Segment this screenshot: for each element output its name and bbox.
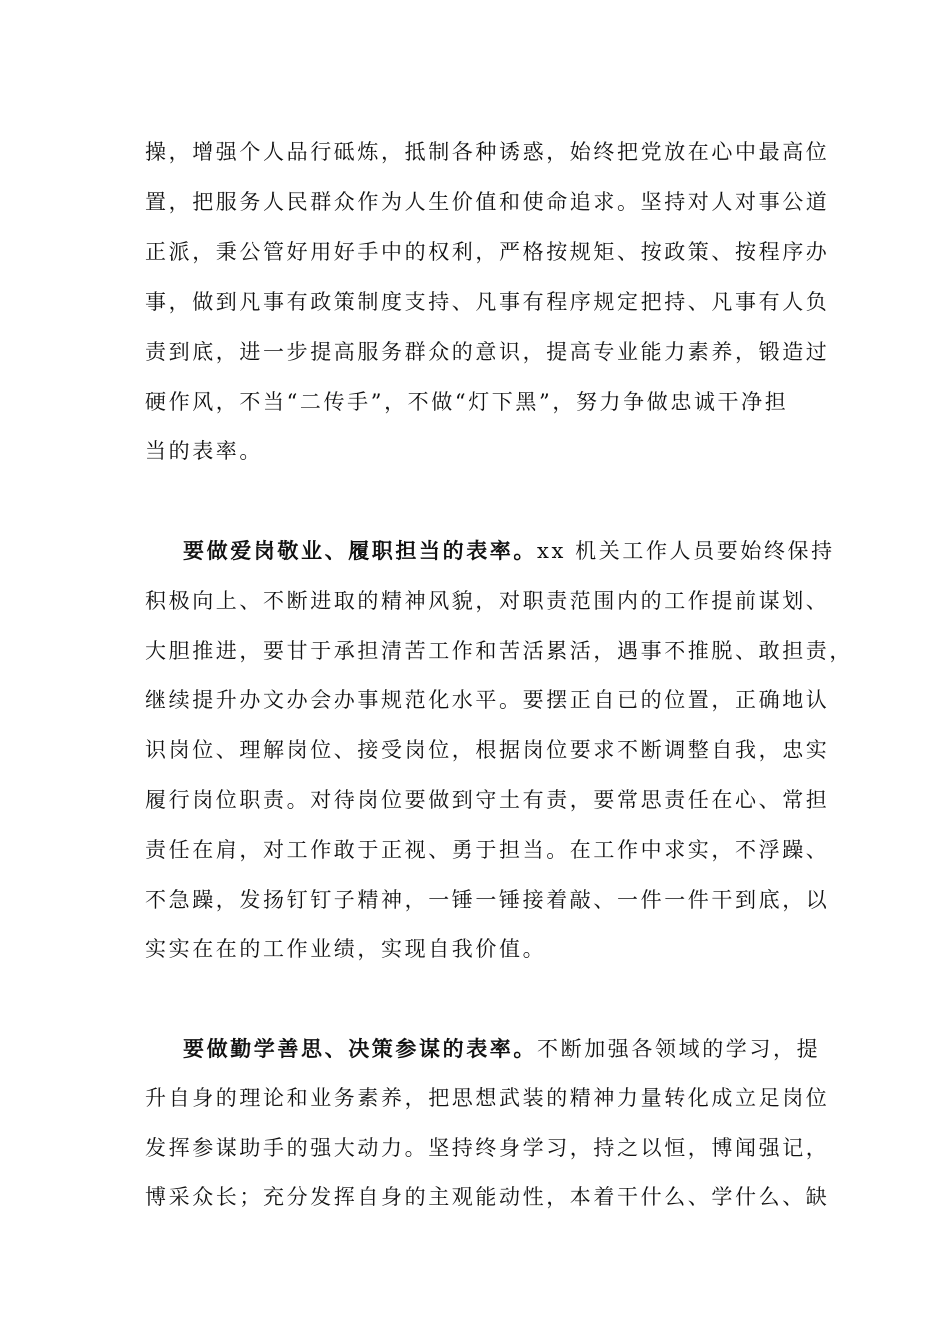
paragraph-3-first-line-text: 不断加强各领域的学习，提 bbox=[537, 1037, 821, 1061]
paragraph-1-line: 操，增强个人品行砥炼，抵制各种诱惑，始终把党放在心中最高位 bbox=[145, 140, 830, 164]
paragraph-1-line: 硬作风，不当“二传手”，不做“灯下黑”，努力争做忠诚干净担 bbox=[145, 390, 789, 414]
paragraph-1-line: 当的表率。 bbox=[145, 439, 263, 463]
paragraph-2-line: 不急躁，发扬钉钉子精神，一锤一锤接着敲、一件一件干到底，以 bbox=[145, 888, 830, 912]
paragraph-2-line: 继续提升办文办会办事规范化水平。要摆正自已的位置，正确地认 bbox=[145, 688, 830, 712]
paragraph-1-line: 置，把服务人民群众作为人生价值和使命追求。坚持对人对事公道 bbox=[145, 190, 830, 214]
paragraph-2-first-line-text: xx 机关工作人员要始终保持 bbox=[537, 539, 835, 563]
paragraph-3-first-line bbox=[183, 1038, 820, 1060]
paragraph-2-heading: 要做爱岗敬业、履职担当的表率。 bbox=[183, 538, 537, 563]
paragraph-2-line: 责任在肩，对工作敢于正视、勇于担当。在工作中求实，不浮躁、 bbox=[145, 838, 830, 862]
paragraph-3-heading: 要做勤学善思、决策参谋的表率。 bbox=[183, 1036, 537, 1061]
paragraph-1-line: 事，做到凡事有政策制度支持、凡事有程序规定把持、凡事有人负 bbox=[145, 290, 830, 314]
paragraph-3-line: 发挥参谋助手的强大动力。坚持终身学习，持之以恒，博闻强记， bbox=[145, 1136, 830, 1160]
paragraph-2-line: 实实在在的工作业绩，实现自我价值。 bbox=[145, 937, 547, 961]
paragraph-1-line: 正派，秉公管好用好手中的权利，严格按规矩、按政策、按程序办 bbox=[145, 240, 830, 264]
paragraph-2-line: 识岗位、理解岗位、接受岗位，根据岗位要求不断调整自我，忠实 bbox=[145, 738, 830, 762]
paragraph-2-line: 大胆推进，要甘于承担清苦工作和苦活累活，遇事不推脱、敢担责， bbox=[145, 639, 853, 663]
paragraph-2-line: 履行岗位职责。对待岗位要做到守土有责，要常思责任在心、常担 bbox=[145, 788, 830, 812]
paragraph-3-line: 升自身的理论和业务素养，把思想武装的精神力量转化成立足岗位 bbox=[145, 1086, 830, 1110]
paragraph-3-line: 博采众长；充分发挥自身的主观能动性，本着干什么、学什么、缺 bbox=[145, 1185, 830, 1209]
paragraph-2-line: 积极向上、不断进取的精神风貌，对职责范围内的工作提前谋划、 bbox=[145, 589, 830, 613]
paragraph-2-first-line bbox=[183, 540, 835, 562]
paragraph-1-line: 责到底，进一步提高服务群众的意识，提高专业能力素养，锻造过 bbox=[145, 340, 830, 364]
